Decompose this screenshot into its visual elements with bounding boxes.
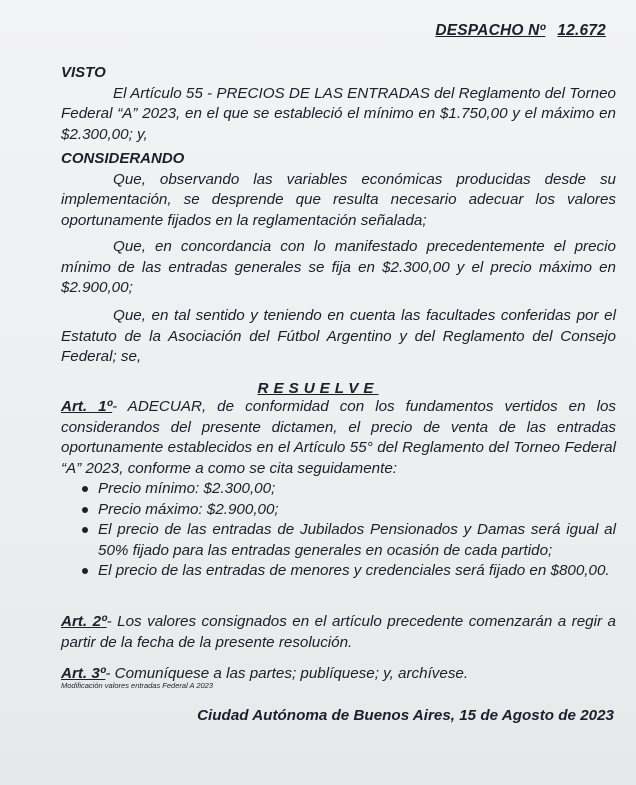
bullet-icon xyxy=(82,527,88,533)
visto-lead: El Artículo 55 - PRECIOS DE LAS ENTRADAS del Reglamento del xyxy=(113,84,566,102)
reference-note: Modificación valores entradas Federal A 2023 xyxy=(61,681,214,690)
visto-section xyxy=(61,63,616,145)
considerando-paragraph-3 xyxy=(61,306,616,368)
despacho-header xyxy=(435,21,606,42)
article-1-body: - ADECUAR, de conformidad con los fundamentos vertidos en los considerandos del presente dictamen, el precio de venta de las entradas oportunamente establecidos en el Artículo 55° del Reglamento del Torneo Federal “A” 2023, conforme a como se cita seguidamente: xyxy=(61,398,616,477)
article-2-body: - Los valores consignados en el artículo precedente comenzarán a regir a partir de la fecha de la presente resolución. xyxy=(61,613,616,651)
article-2-label: Art. 2º xyxy=(61,613,107,630)
article-1-label: Art. 1º xyxy=(61,398,113,415)
article-2 xyxy=(61,612,616,653)
considerando-paragraph-2 xyxy=(61,237,616,299)
p3-lead: Que, en tal sentido y teniendo en cuenta las facultades conferidas xyxy=(113,307,571,324)
bullet-icon xyxy=(82,486,88,492)
article-1 xyxy=(61,397,616,582)
place-date: Ciudad Autónoma de Buenos Aires, 15 de Agosto de 2023 xyxy=(197,707,614,724)
despacho-number: 12.672 xyxy=(557,22,606,39)
list-item xyxy=(61,479,616,500)
visto-rest: Torneo Federal “A” 2023, en el que se estableció el mínimo en $1.750,00 y el máximo en $2.300,00; y, xyxy=(61,84,616,143)
list-item xyxy=(61,561,616,582)
p3-rest: por el Estatuto de la Asociación del Fútbol Argentino y del Reglamento del Consejo Federal; se, xyxy=(61,307,616,365)
list-item-text: Precio máximo: $2.900,00; xyxy=(98,500,279,518)
article-3-body: - Comuníquese a las partes; publíquese; y, archívese. xyxy=(105,665,469,682)
bullet-icon xyxy=(82,568,88,574)
list-item-text: El precio de las entradas de Jubilados Pensionados y Damas será igual al 50% fijado para las entradas generales en ocasión de cada partido; xyxy=(98,521,616,559)
list-item xyxy=(61,520,616,561)
list-item-text: Precio mínimo: $2.300,00; xyxy=(98,480,276,497)
despacho-label: DESPACHO Nº xyxy=(435,22,546,39)
considerando-section xyxy=(61,149,616,231)
p2-lead: Que, en concordancia con lo manifestado precedentemente el xyxy=(113,238,566,255)
article-3-label: Art. 3º xyxy=(61,665,106,682)
visto-text xyxy=(61,84,616,146)
price-list xyxy=(61,479,616,582)
resuelve-heading: RESUELVE xyxy=(257,380,379,397)
p1-lead: Que, observando las variables económicas producidas desde su xyxy=(113,170,616,188)
visto-heading: VISTO xyxy=(61,64,106,81)
p2-rest: precio mínimo de las entradas generales se fija en $2.300,00 y el precio máximo en $2.900,00; xyxy=(61,238,616,296)
considerando-paragraph-1 xyxy=(61,170,616,232)
article-1-text xyxy=(61,397,616,479)
considerando-heading: CONSIDERANDO xyxy=(61,150,185,167)
list-item xyxy=(61,500,616,521)
p1-rest: implementación, se desprende que resulta necesario adecuar los valores oportunamente fijados en la reglamentación señalada; xyxy=(61,191,616,229)
bullet-icon xyxy=(82,507,88,513)
list-item-text: El precio de las entradas de menores y credenciales será fijado en $800,00. xyxy=(98,562,610,579)
